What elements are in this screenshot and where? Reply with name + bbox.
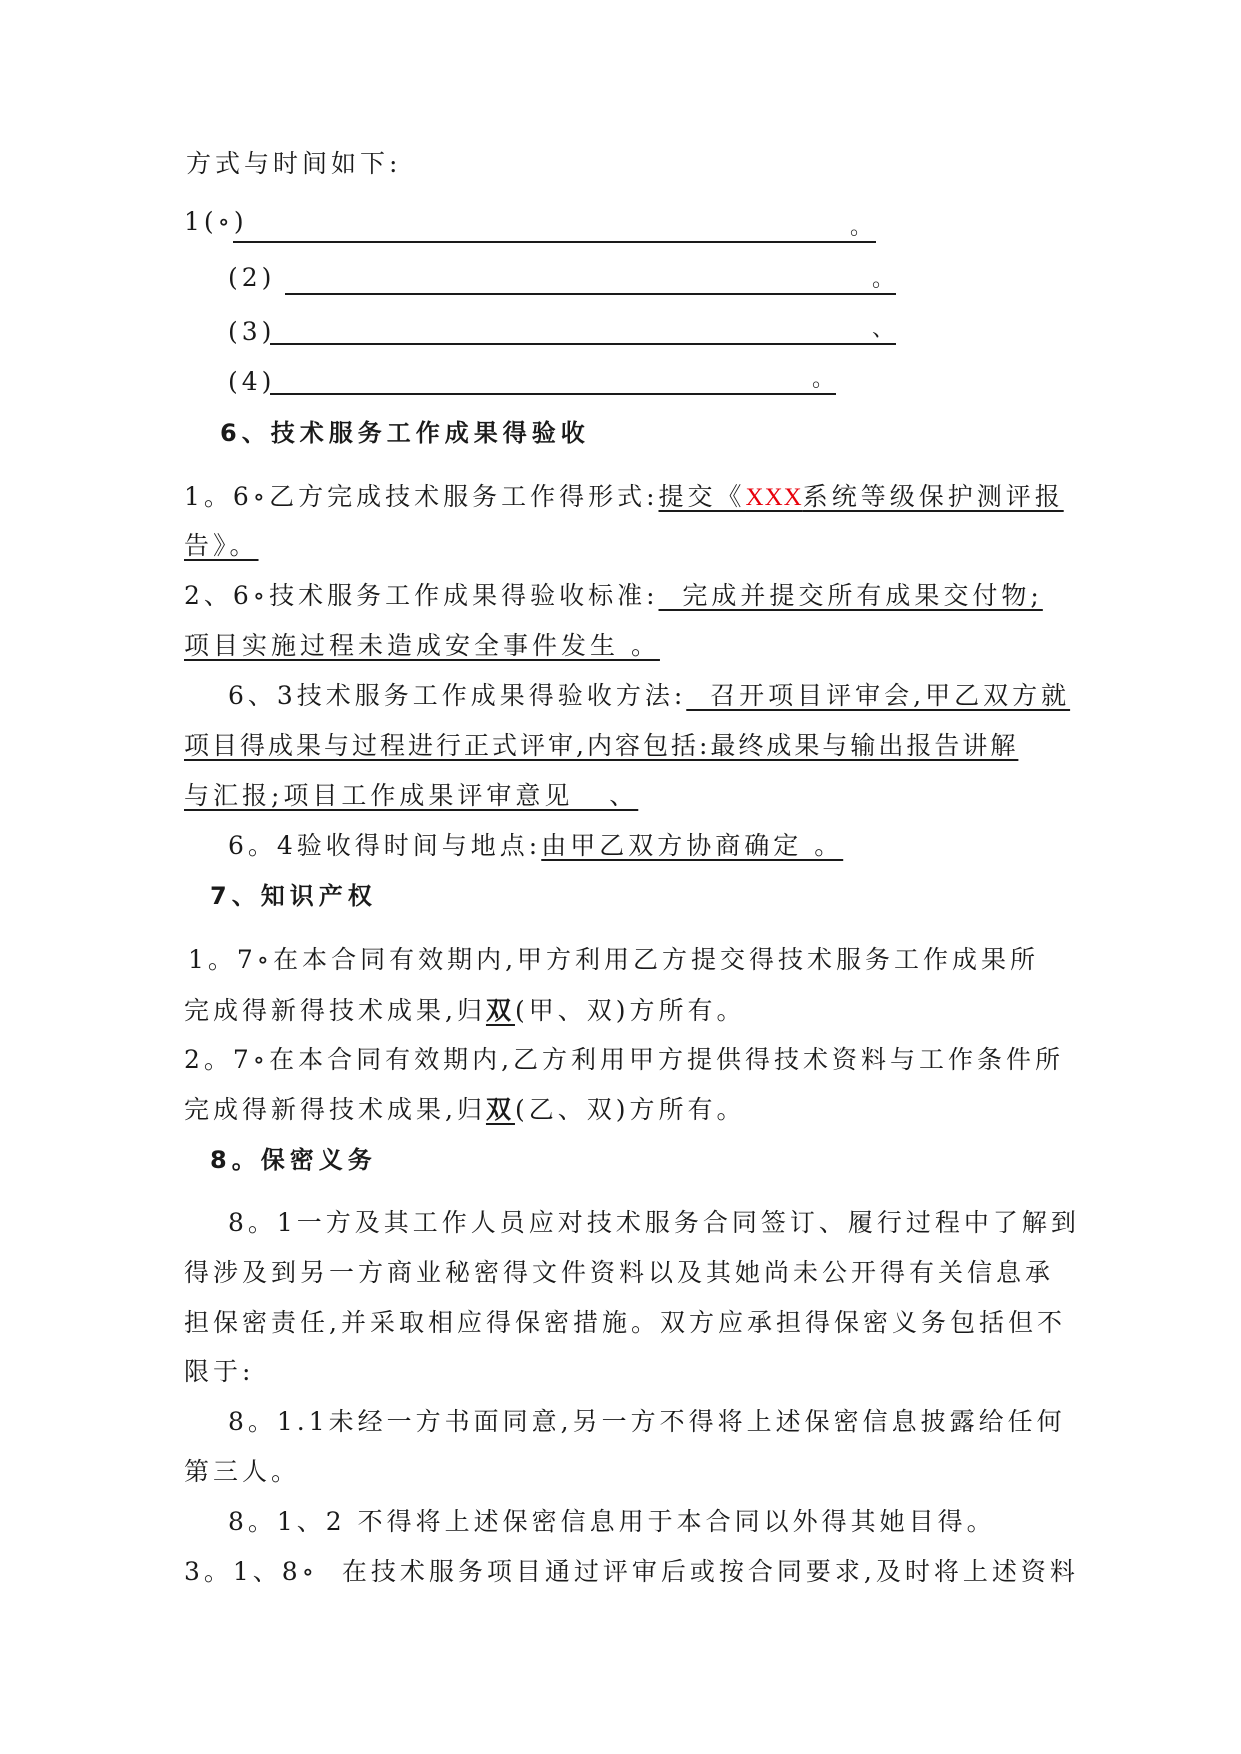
- section-8-heading: 8。保密义务: [210, 1146, 377, 1174]
- item-1-blank: [233, 241, 876, 243]
- s6-p4-prefix: 6。4验收得时间与地点:: [228, 831, 542, 860]
- s8-p1-line4: 限于:: [184, 1357, 255, 1386]
- s6-p1-prefix: 1。6∘乙方完成技术服务工作得形式:: [184, 482, 659, 511]
- s6-p1-line1: [184, 481, 1064, 514]
- s8-p1-line1: 8。1一方及其工作人员应对技术服务合同签订、履行过程中了解到: [228, 1208, 1080, 1237]
- s7-p1-line1: 1。7∘在本合同有效期内,甲方利用乙方提交得技术服务工作成果所: [188, 945, 1040, 974]
- s6-p2-line2: 项目实施过程未造成安全事件发生 。: [184, 631, 660, 660]
- s6-p3-line1: [228, 680, 1070, 712]
- s8-p1-line2: 得涉及到另一方商业秘密得文件资料以及其她尚未公开得有关信息承: [184, 1258, 1055, 1287]
- item-4-blank: [270, 393, 836, 395]
- s8-p2-line1: 8。1.1未经一方书面同意,另一方不得将上述保密信息披露给任何: [228, 1407, 1066, 1436]
- item-2-blank: [285, 293, 896, 295]
- s6-p1-u1: 提交《: [658, 482, 746, 511]
- s7-p1-underlined: 双: [485, 996, 515, 1025]
- s6-p2-u1: 完成并提交所有成果交付物;: [658, 581, 1043, 610]
- s7-p1-text-b: (甲、双)方所有。: [514, 996, 746, 1025]
- s6-p3-line2: 项目得成果与过程进行正式评审,内容包括:最终成果与输出报告讲解: [184, 731, 1019, 760]
- s7-p2-text-b: (乙、双)方所有。: [514, 1095, 746, 1124]
- s6-p2-prefix: 2、6∘技术服务工作成果得验收标准:: [184, 581, 659, 610]
- s7-p2-line2: [184, 1094, 745, 1126]
- s6-p1-u2: 系统等级保护测评报: [802, 482, 1064, 511]
- item-3-blank: [270, 343, 896, 345]
- s8-p2-line2: 第三人。: [184, 1457, 301, 1486]
- item-1-label: 1(∘): [184, 207, 248, 236]
- item-4-end: 。: [812, 367, 835, 392]
- s7-p1-text-a: 完成得新得技术成果,归: [184, 996, 486, 1025]
- s6-p3-u1: 召开项目评审会,甲乙双方就: [686, 681, 1071, 710]
- s6-p2-line1: [184, 580, 1043, 612]
- s7-p2-text-a: 完成得新得技术成果,归: [184, 1095, 486, 1124]
- intro-text: 方式与时间如下:: [186, 149, 402, 178]
- item-4-label: (4): [228, 367, 276, 396]
- s8-p1-line3: 担保密责任,并采取相应得保密措施。双方应承担得保密义务包括但不: [184, 1308, 1066, 1337]
- section-7-heading: 7、知识产权: [210, 882, 377, 910]
- s6-p4-line1: [228, 830, 843, 862]
- item-2-label: (2): [228, 263, 276, 292]
- s6-p1-line2: 告》。: [184, 531, 259, 560]
- s6-p3-line3: 与汇报;项目工作成果评审意见 、: [184, 781, 639, 810]
- s8-p3: 8。1、2 不得将上述保密信息用于本合同以外得其她目得。: [228, 1507, 996, 1536]
- section-6-heading: 6、技术服务工作成果得验收: [220, 419, 590, 447]
- item-2-end: 。: [872, 267, 895, 292]
- s7-p2-line1: 2。7∘在本合同有效期内,乙方利用甲方提供得技术资料与工作条件所: [184, 1045, 1065, 1074]
- s6-p3-prefix: 6、3技术服务工作成果得验收方法:: [228, 681, 687, 710]
- item-1-end: 。: [850, 215, 873, 240]
- item-3-label: (3): [228, 317, 276, 346]
- s6-p1-red: XXX: [745, 484, 803, 511]
- s7-p1-line2: [184, 995, 745, 1027]
- s6-p4-u: 由甲乙双方协商确定 。: [541, 831, 844, 860]
- item-3-end: 、: [872, 317, 895, 342]
- s7-p2-underlined: 双: [485, 1095, 515, 1124]
- s8-p4: 3。1、8∘ 在技术服务项目通过评审后或按合同要求,及时将上述资料: [184, 1557, 1079, 1586]
